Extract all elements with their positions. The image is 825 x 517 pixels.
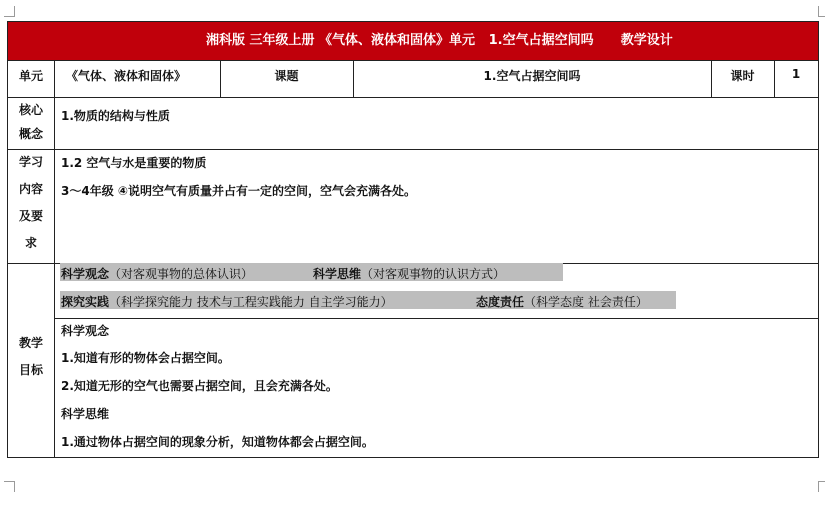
row-divider — [8, 97, 818, 98]
unit-value: 《气体、液体和固体》 — [66, 69, 187, 83]
page-corner-mark — [818, 6, 825, 17]
goals-label: 目标 — [18, 363, 43, 377]
page-corner-mark — [4, 481, 15, 492]
topic-value: 1.空气占据空间吗 — [483, 69, 581, 83]
goal-item: 2.知道无形的空气也需要占据空间，且会充满各处。 — [61, 379, 338, 393]
row-divider — [54, 318, 818, 319]
topic-label: 课题 — [274, 69, 299, 83]
unit-label: 单元 — [18, 69, 43, 83]
row-divider — [8, 60, 818, 61]
competency-tag: 科学观念（对客观事物的总体认识） — [61, 267, 254, 281]
learning-label: 内容 — [18, 182, 43, 196]
goals-label: 教学 — [18, 336, 43, 350]
column-divider — [54, 60, 55, 457]
learning-label: 及要 — [18, 209, 43, 223]
document-title: 湘科版 三年级上册 《气体、液体和固体》单元 1.空气占据空间吗 教学设计 — [206, 33, 673, 48]
row-divider — [8, 149, 818, 150]
learning-label: 学习 — [18, 155, 43, 169]
learning-line: 1.2 空气与水是重要的物质 — [61, 156, 207, 170]
competency-tag: 科学思维（对客观事物的认识方式） — [313, 267, 506, 281]
goal-item: 1.知道有形的物体会占据空间。 — [61, 351, 230, 365]
lesson-plan-table — [7, 21, 819, 458]
core-concept-label: 概念 — [18, 127, 43, 141]
period-label: 课时 — [730, 69, 755, 83]
competency-tag: 态度责任（科学态度 社会责任） — [476, 295, 648, 309]
competency-tag: 探究实践（科学探究能力 技术与工程实践能力 自主学习能力） — [61, 295, 393, 309]
page-corner-mark — [4, 6, 15, 17]
goal-section-title: 科学观念 — [61, 324, 110, 338]
page-corner-mark — [818, 481, 825, 492]
core-concept-value: 1.物质的结构与性质 — [61, 109, 170, 123]
goal-item: 1.通过物体占据空间的现象分析，知道物体都会占据空间。 — [61, 435, 374, 449]
learning-label: 求 — [24, 236, 37, 250]
learning-line: 3～4年级 ④说明空气有质量并占有一定的空间，空气会充满各处。 — [61, 184, 417, 198]
title-banner — [8, 22, 818, 60]
core-concept-label: 核心 — [18, 103, 43, 117]
period-value: 1 — [791, 67, 801, 81]
goal-section-title: 科学思维 — [61, 407, 110, 421]
